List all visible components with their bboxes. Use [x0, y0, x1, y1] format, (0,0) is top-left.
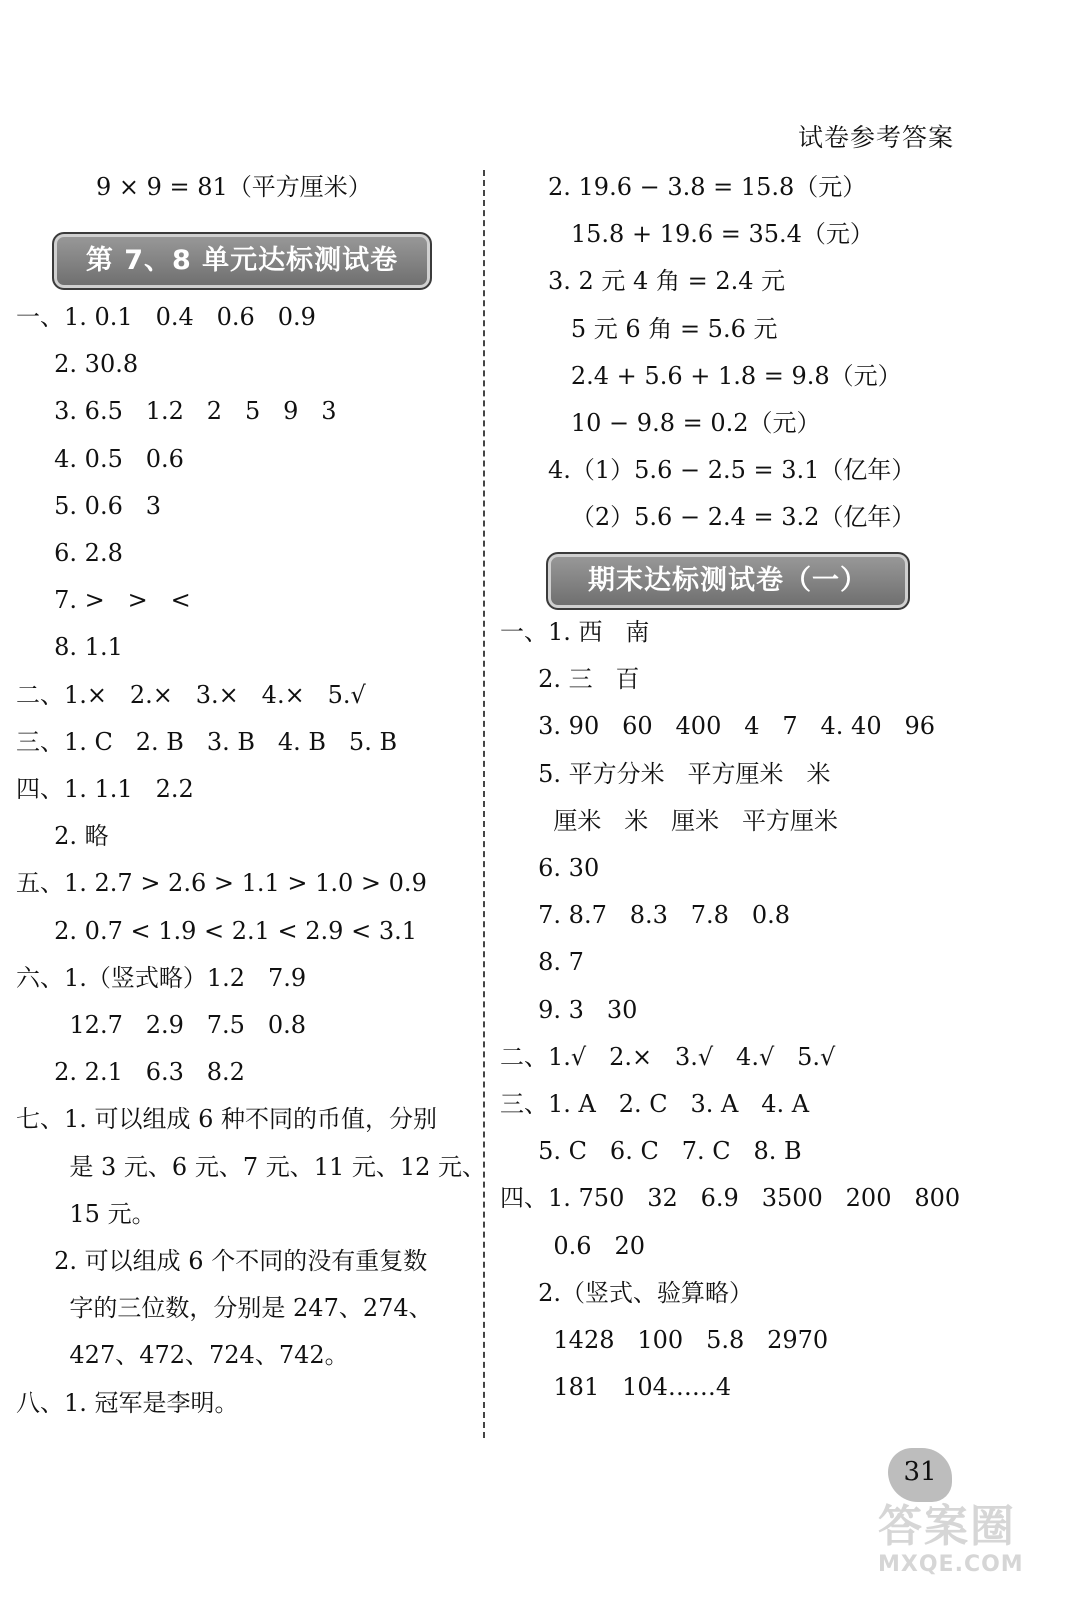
answer-line: 2. 0.7 < 1.9 < 2.1 < 2.9 < 3.1: [16, 916, 417, 945]
answer-line: 三、1. C 2. B 3. B 4. B 5. B: [16, 727, 398, 756]
answer-line: 427、472、724、742。: [16, 1341, 349, 1370]
answer-line: 八、1. 冠军是李明。: [16, 1388, 239, 1417]
answer-line: 2. 2.1 6.3 8.2: [16, 1058, 245, 1087]
answer-line: （2）5.6 − 2.4 = 3.2（亿年）: [548, 503, 916, 532]
answer-line: 二、1.√ 2.× 3.√ 4.√ 5.√: [500, 1042, 836, 1071]
answer-line: 七、1. 可以组成 6 种不同的币值，分别: [16, 1105, 438, 1134]
answer-line: 6. 30: [500, 854, 600, 882]
answer-line: 8. 1.1: [16, 633, 123, 662]
answer-line: 15.8 + 19.6 = 35.4（元）: [548, 220, 874, 249]
answer-line: 六、1.（竖式略）1.2 7.9: [16, 963, 307, 992]
answer-line: 2.（竖式、验算略）: [500, 1278, 754, 1307]
answer-line: 四、1. 750 32 6.9 3500 200 800: [500, 1184, 961, 1213]
answer-line: 2. 可以组成 6 个不同的没有重复数: [16, 1247, 428, 1275]
answer-line: 5 元 6 角 = 5.6 元: [548, 314, 778, 343]
answer-line: 2. 三 百: [500, 665, 640, 694]
answer-line: 8. 7: [500, 948, 584, 977]
answer-line: 5. C 6. C 7. C 8. B: [500, 1137, 802, 1166]
column-divider: [483, 170, 485, 1438]
answer-line: 2. 19.6 − 3.8 = 15.8（元）: [548, 173, 867, 201]
answer-line: 3. 2 元 4 角 = 2.4 元: [548, 267, 786, 296]
answer-line: 3. 90 60 400 4 7 4. 40 96: [500, 712, 936, 741]
answer-line: 1428 100 5.8 2970: [500, 1326, 829, 1354]
watermark-logo: [878, 1490, 1058, 1590]
answer-line: 4.（1）5.6 − 2.5 = 3.1（亿年）: [548, 456, 916, 485]
answer-line: 字的三位数，分别是 247、274、: [16, 1294, 433, 1323]
answer-line: 三、1. A 2. C 3. A 4. A: [500, 1090, 810, 1118]
answer-line: 0.6 20: [500, 1231, 645, 1260]
answer-line: 是 3 元、6 元、7 元、11 元、12 元、: [16, 1152, 487, 1181]
answer-line: 4. 0.5 0.6: [16, 444, 184, 473]
answer-line: 6. 2.8: [16, 539, 123, 567]
answer-line: 二、1.× 2.× 3.× 4.× 5.√: [16, 680, 366, 709]
answer-line: 181 104……4: [500, 1373, 732, 1402]
answer-line: 5. 平方分米 平方厘米 米: [500, 759, 831, 788]
answer-line: 12.7 2.9 7.5 0.8: [16, 1011, 307, 1039]
answer-line: 五、1. 2.7 > 2.6 > 1.1 > 1.0 > 0.9: [16, 869, 427, 898]
answer-line: 9. 3 30: [500, 995, 638, 1024]
answer-line: 3. 6.5 1.2 2 5 9 3: [16, 397, 337, 426]
answer-line: 9 × 9 = 81（平方厘米）: [96, 173, 372, 201]
answer-line: 5. 0.6 3: [16, 491, 161, 520]
answer-line: 一、1. 0.1 0.4 0.6 0.9: [16, 303, 316, 331]
answer-line: 2. 略: [16, 822, 109, 851]
answer-line: 一、1. 西 南: [500, 618, 650, 646]
answer-line: 厘米 米 厘米 平方厘米: [500, 806, 839, 835]
watermark-text: 答案圈: [878, 1501, 1016, 1552]
answer-line: 7. > > <: [16, 586, 191, 615]
answer-line: 15 元。: [16, 1199, 156, 1228]
answer-line: 7. 8.7 8.3 7.8 0.8: [500, 901, 791, 930]
answer-line: 2. 30.8: [16, 350, 139, 379]
page-number: 31: [888, 1448, 952, 1502]
watermark-url: MXQE.COM: [878, 1552, 1024, 1577]
answer-line: 10 − 9.8 = 0.2（元）: [548, 409, 821, 437]
section-banner-units-7-8: 第 7、8 单元达标测试卷: [52, 232, 432, 290]
section-banner-final-test: 期末达标测试卷（一）: [546, 552, 910, 610]
page-header-title: 试卷参考答案: [797, 123, 954, 152]
answer-line: 2.4 + 5.6 + 1.8 = 9.8（元）: [548, 361, 902, 390]
answer-line: 四、1. 1.1 2.2: [16, 775, 194, 803]
